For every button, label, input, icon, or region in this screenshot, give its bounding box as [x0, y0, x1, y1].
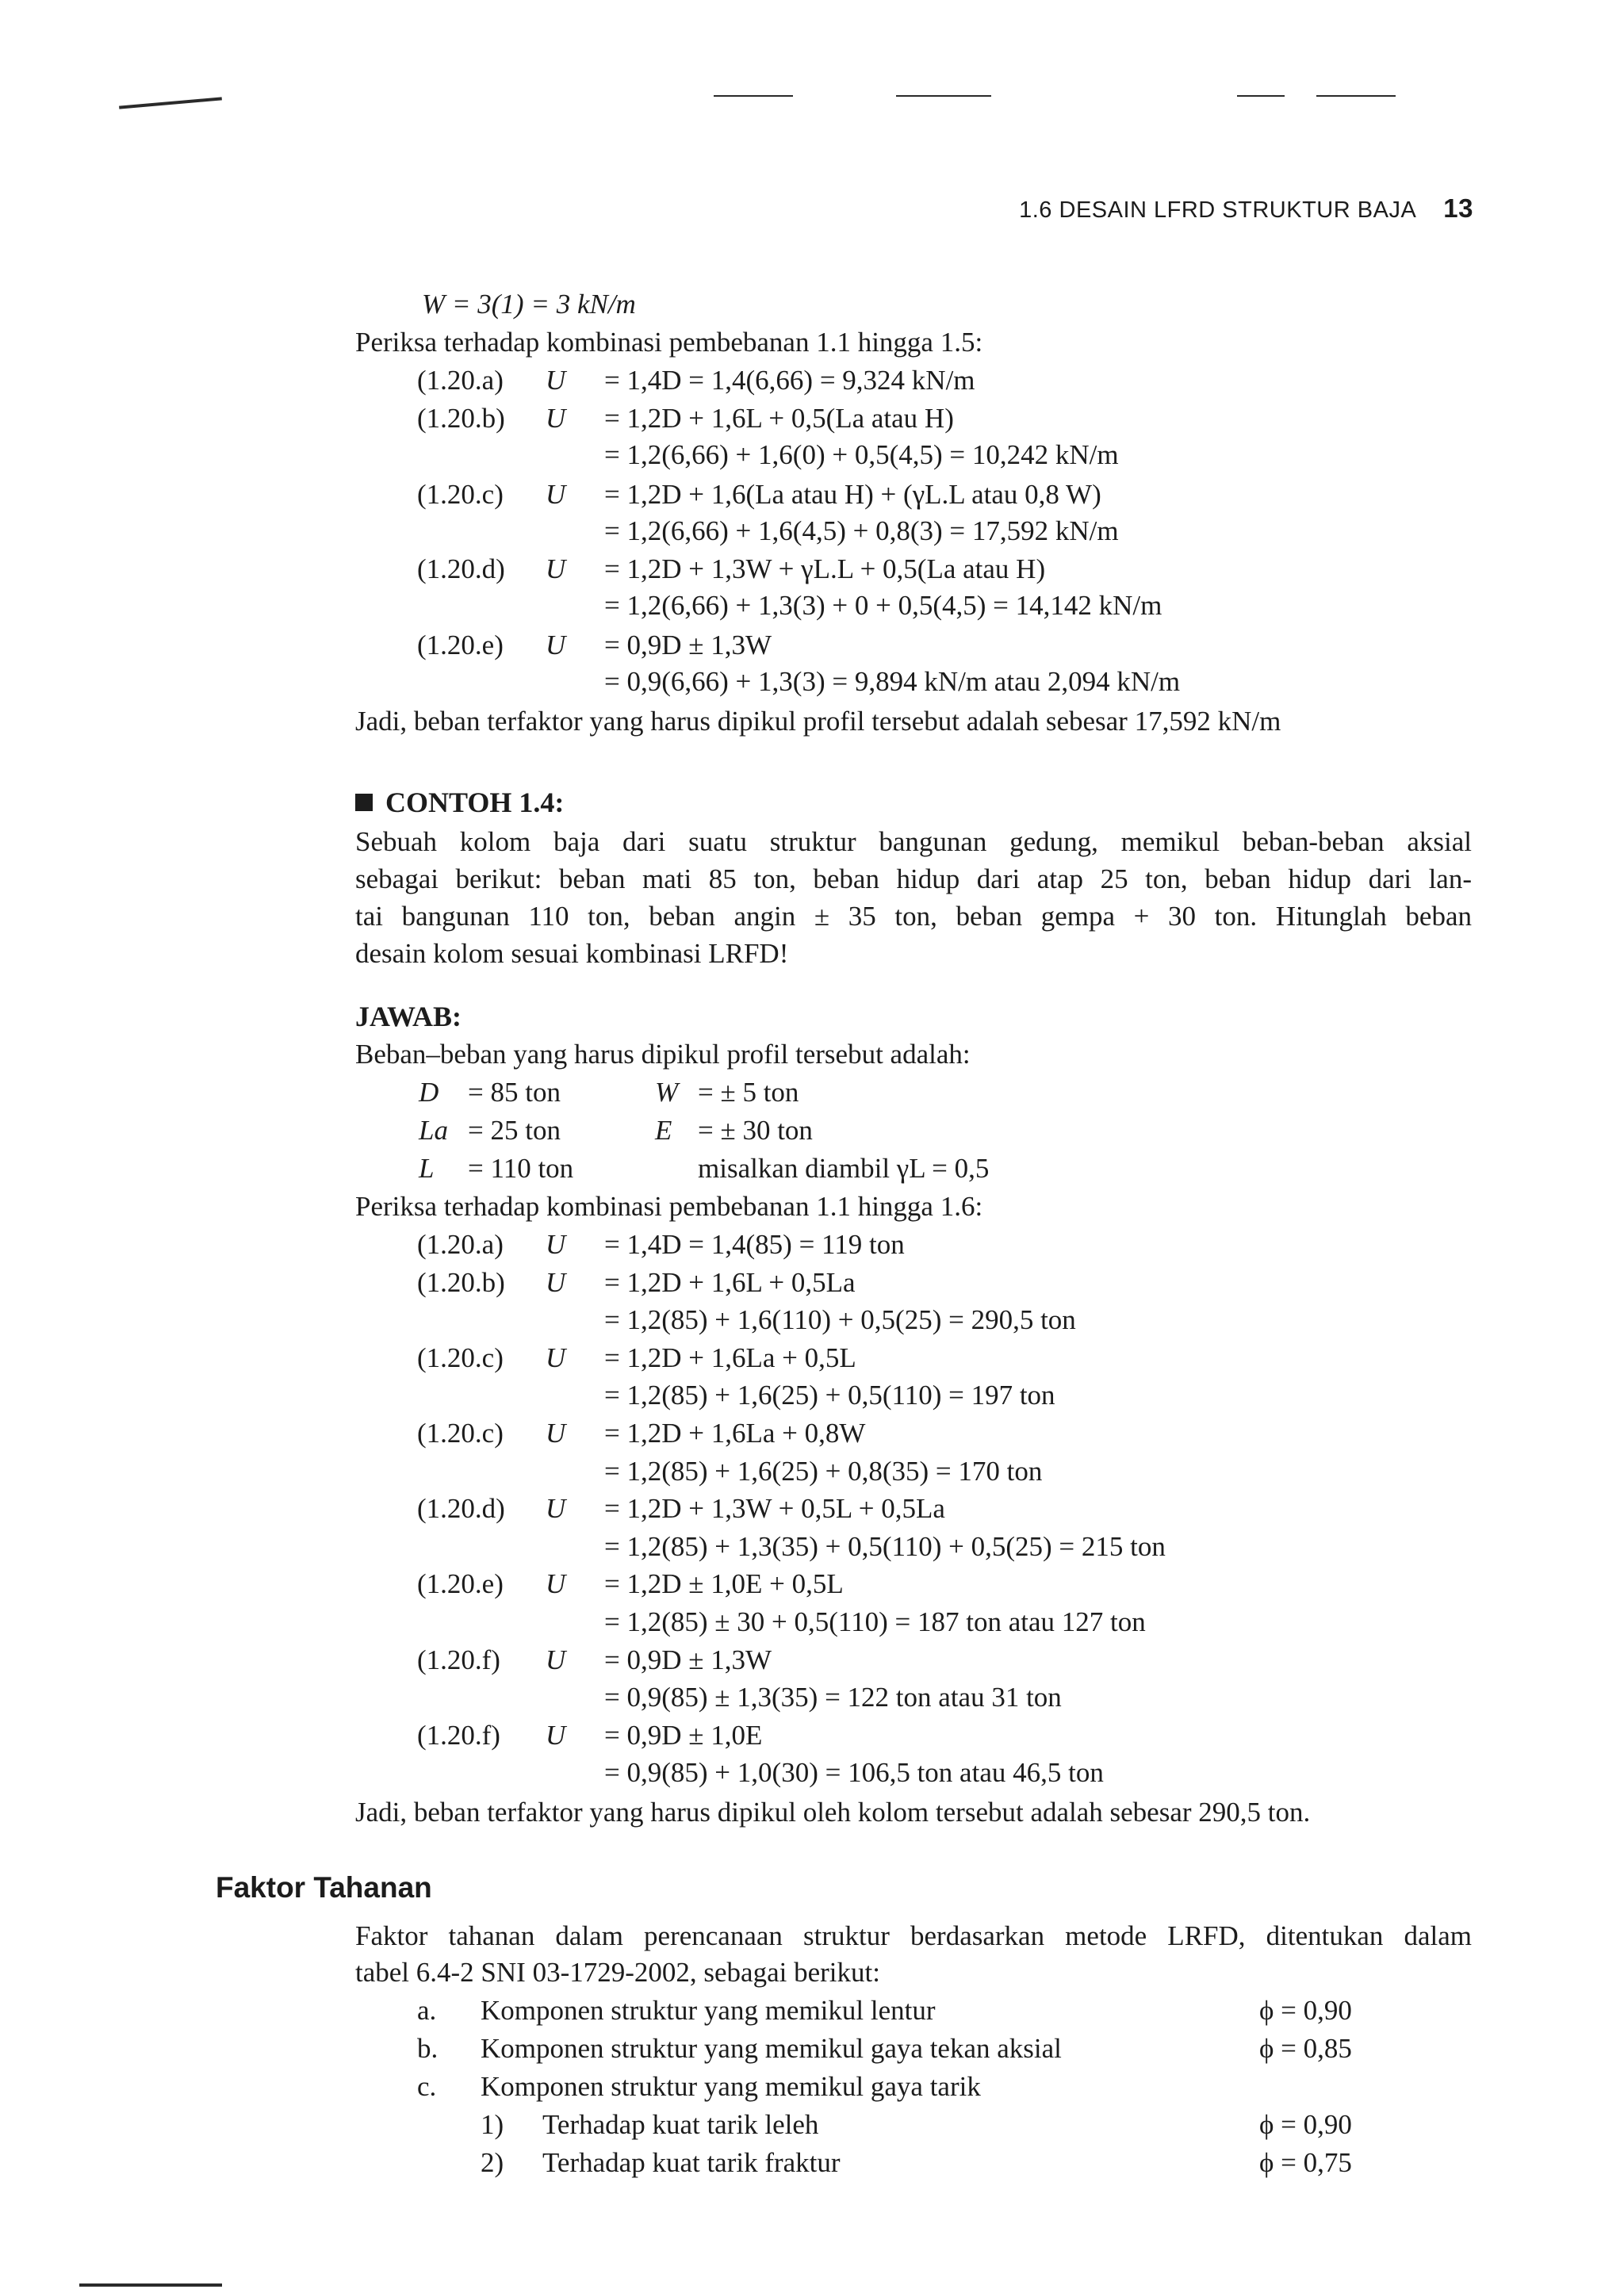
equation-label: (1.20.c) — [417, 479, 504, 510]
scan-mark — [119, 97, 222, 109]
equation-expression: = 1,2D + 1,3W + γL.L + 0,5(La atau H) — [604, 553, 1046, 584]
load-symbol-2: W — [655, 1077, 679, 1108]
scan-mark — [714, 95, 793, 97]
equation-expression: = 1,2(85) + 1,3(35) + 0,5(110) + 0,5(25) = 215 ton — [604, 1530, 1166, 1562]
equation-variable: U — [546, 1719, 566, 1751]
phi-value: ϕ = 0,85 — [1259, 2033, 1352, 2064]
equation-expression: = 1,2(6,66) + 1,6(4,5) + 0,8(3) = 17,592 kN/m — [604, 515, 1119, 546]
jawab-title: JAWAB: — [355, 1001, 462, 1032]
equation-expression: = 1,4D = 1,4(6,66) = 9,324 kN/m — [604, 365, 975, 396]
equation-variable: U — [546, 630, 566, 660]
equation-variable: U — [546, 1342, 566, 1373]
equation-label: (1.20.a) — [417, 365, 504, 396]
equation-label: (1.20.c) — [417, 1418, 504, 1449]
section-heading: Faktor Tahanan — [216, 1871, 432, 1904]
equation-label: (1.20.b) — [417, 1266, 505, 1298]
equation-variable: U — [546, 1568, 566, 1600]
running-header — [1019, 193, 1473, 224]
subitem-marker: 1) — [481, 2109, 504, 2140]
equation-label: (1.20.c) — [417, 1342, 504, 1373]
equation-label: (1.20.f) — [417, 1719, 500, 1751]
equation-label: (1.20.b) — [417, 403, 505, 434]
item-text: Komponen struktur yang memikul lentur — [481, 1995, 936, 2026]
conclusion-2: Jadi, beban terfaktor yang harus dipikul oleh kolom tersebut adalah sebesar 290,5 ton. — [355, 1797, 1311, 1828]
equation-label: (1.20.a) — [417, 1229, 504, 1260]
load-symbol-2: E — [655, 1115, 672, 1146]
item-marker: b. — [417, 2033, 439, 2064]
running-title: 1.6 DESAIN LFRD STRUKTUR BAJA — [1019, 197, 1417, 223]
equation-expression: = 1,2(85) + 1,6(25) + 0,5(110) = 197 ton — [604, 1380, 1055, 1411]
equation-expression: = 0,9(85) + 1,0(30) = 106,5 ton atau 46,5 ton — [604, 1757, 1104, 1789]
equation-expression: = 0,9D ± 1,3W — [604, 1644, 772, 1675]
item-marker: a. — [417, 1995, 437, 2026]
equation-label: (1.20.d) — [417, 553, 505, 584]
equation-label: (1.20.d) — [417, 1493, 505, 1525]
faktor-line: Faktor tahanan dalam perencanaan struktur berdasarkan metode LRFD, ditentukan dalam — [355, 1920, 1472, 1951]
equation-expression: = 1,2D + 1,6L + 0,5(La atau H) — [604, 403, 954, 434]
contoh-line: tai bangunan 110 ton, beban angin ± 35 ton, beban gempa + 30 ton. Hitunglah beban — [355, 901, 1472, 932]
faktor-line: tabel 6.4-2 SNI 03-1729-2002, sebagai berikut: — [355, 1957, 880, 1988]
equation-expression: = 1,2D + 1,6L + 0,5La — [604, 1266, 856, 1298]
load-value-2: = ± 5 ton — [698, 1077, 799, 1108]
scan-mark — [79, 2283, 222, 2287]
equation-variable: U — [546, 1418, 566, 1449]
w-line: W = 3(1) = 3 kN/m — [422, 289, 636, 320]
page-number: 13 — [1443, 193, 1473, 223]
subitem-marker: 2) — [481, 2147, 504, 2178]
equation-variable: U — [546, 1644, 566, 1675]
equation-label: (1.20.e) — [417, 630, 504, 660]
phi-value: ϕ = 0,75 — [1259, 2147, 1352, 2178]
equation-expression: = 1,2D + 1,3W + 0,5L + 0,5La — [604, 1493, 945, 1525]
equation-expression: = 1,4D = 1,4(85) = 119 ton — [604, 1229, 905, 1260]
equation-expression: = 1,2(85) + 1,6(25) + 0,8(35) = 170 ton — [604, 1455, 1043, 1487]
equation-variable: U — [546, 1266, 566, 1298]
equation-expression: = 1,2(6,66) + 1,3(3) + 0 + 0,5(4,5) = 14,142 kN/m — [604, 590, 1162, 621]
subitem-text: Terhadap kuat tarik leleh — [542, 2109, 819, 2140]
load-value: = 110 ton — [468, 1153, 574, 1184]
equation-expression: = 1,2(6,66) + 1,6(0) + 0,5(4,5) = 10,242 kN/m — [604, 439, 1119, 470]
subitem-text: Terhadap kuat tarik fraktur — [542, 2147, 841, 2178]
contoh-heading — [355, 788, 564, 817]
conclusion-1: Jadi, beban terfaktor yang harus dipikul profil tersebut adalah sebesar 17,592 kN/m — [355, 706, 1281, 737]
jawab-intro: Beban–beban yang harus dipikul profil tersebut adalah: — [355, 1039, 971, 1070]
load-value-2: = ± 30 ton — [698, 1115, 813, 1146]
item-text: Komponen struktur yang memikul gaya tekan aksial — [481, 2033, 1062, 2064]
load-symbol: La — [419, 1115, 448, 1146]
contoh-line: sebagai berikut: beban mati 85 ton, beban hidup dari atap 25 ton, beban hidup dari lan- — [355, 863, 1472, 894]
equation-expression: = 1,2(85) + 1,6(110) + 0,5(25) = 290,5 ton — [604, 1304, 1076, 1336]
phi-value: ϕ = 0,90 — [1259, 1995, 1352, 2026]
equation-variable: U — [546, 1229, 566, 1260]
load-value-2: misalkan diambil γL = 0,5 — [698, 1153, 990, 1184]
equation-variable: U — [546, 1493, 566, 1525]
equation-expression: = 0,9(6,66) + 1,3(3) = 9,894 kN/m atau 2,094 kN/m — [604, 666, 1181, 697]
load-symbol: L — [419, 1153, 435, 1184]
equation-expression: = 0,9D ± 1,0E — [604, 1719, 763, 1751]
scan-mark — [896, 95, 991, 97]
load-symbol: D — [419, 1077, 439, 1108]
item-text: Komponen struktur yang memikul gaya tarik — [481, 2071, 981, 2102]
equation-expression: = 0,9(85) ± 1,3(35) = 122 ton atau 31 ton — [604, 1682, 1062, 1713]
equation-expression: = 1,2D + 1,6La + 0,8W — [604, 1418, 866, 1449]
phi-value: ϕ = 0,90 — [1259, 2109, 1352, 2140]
check-line-2: Periksa terhadap kombinasi pembebanan 1.1 hingga 1.6: — [355, 1191, 983, 1222]
equation-variable: U — [546, 479, 566, 510]
equation-label: (1.20.e) — [417, 1568, 504, 1600]
scan-mark — [1237, 95, 1285, 97]
equation-label: (1.20.f) — [417, 1644, 500, 1675]
bullet-square — [355, 794, 373, 811]
scan-mark — [1316, 95, 1396, 97]
equation-expression: = 1,2D + 1,6(La atau H) + (γL.L atau 0,8 W) — [604, 479, 1101, 510]
check-line: Periksa terhadap kombinasi pembebanan 1.1 hingga 1.5: — [355, 327, 983, 358]
contoh-title: CONTOH 1.4: — [385, 787, 565, 818]
contoh-line: desain kolom sesuai kombinasi LRFD! — [355, 938, 789, 969]
equation-variable: U — [546, 365, 566, 396]
contoh-line: Sebuah kolom baja dari suatu struktur bangunan gedung, memikul beban-beban aksial — [355, 826, 1472, 857]
equation-variable: U — [546, 403, 566, 434]
equation-expression: = 0,9D ± 1,3W — [604, 630, 772, 660]
equation-expression: = 1,2(85) ± 30 + 0,5(110) = 187 ton atau 127 ton — [604, 1606, 1146, 1637]
load-value: = 85 ton — [468, 1077, 561, 1108]
item-marker: c. — [417, 2071, 437, 2102]
equation-expression: = 1,2D + 1,6La + 0,5L — [604, 1342, 856, 1373]
equation-variable: U — [546, 553, 566, 584]
equation-expression: = 1,2D ± 1,0E + 0,5L — [604, 1568, 844, 1600]
load-value: = 25 ton — [468, 1115, 561, 1146]
